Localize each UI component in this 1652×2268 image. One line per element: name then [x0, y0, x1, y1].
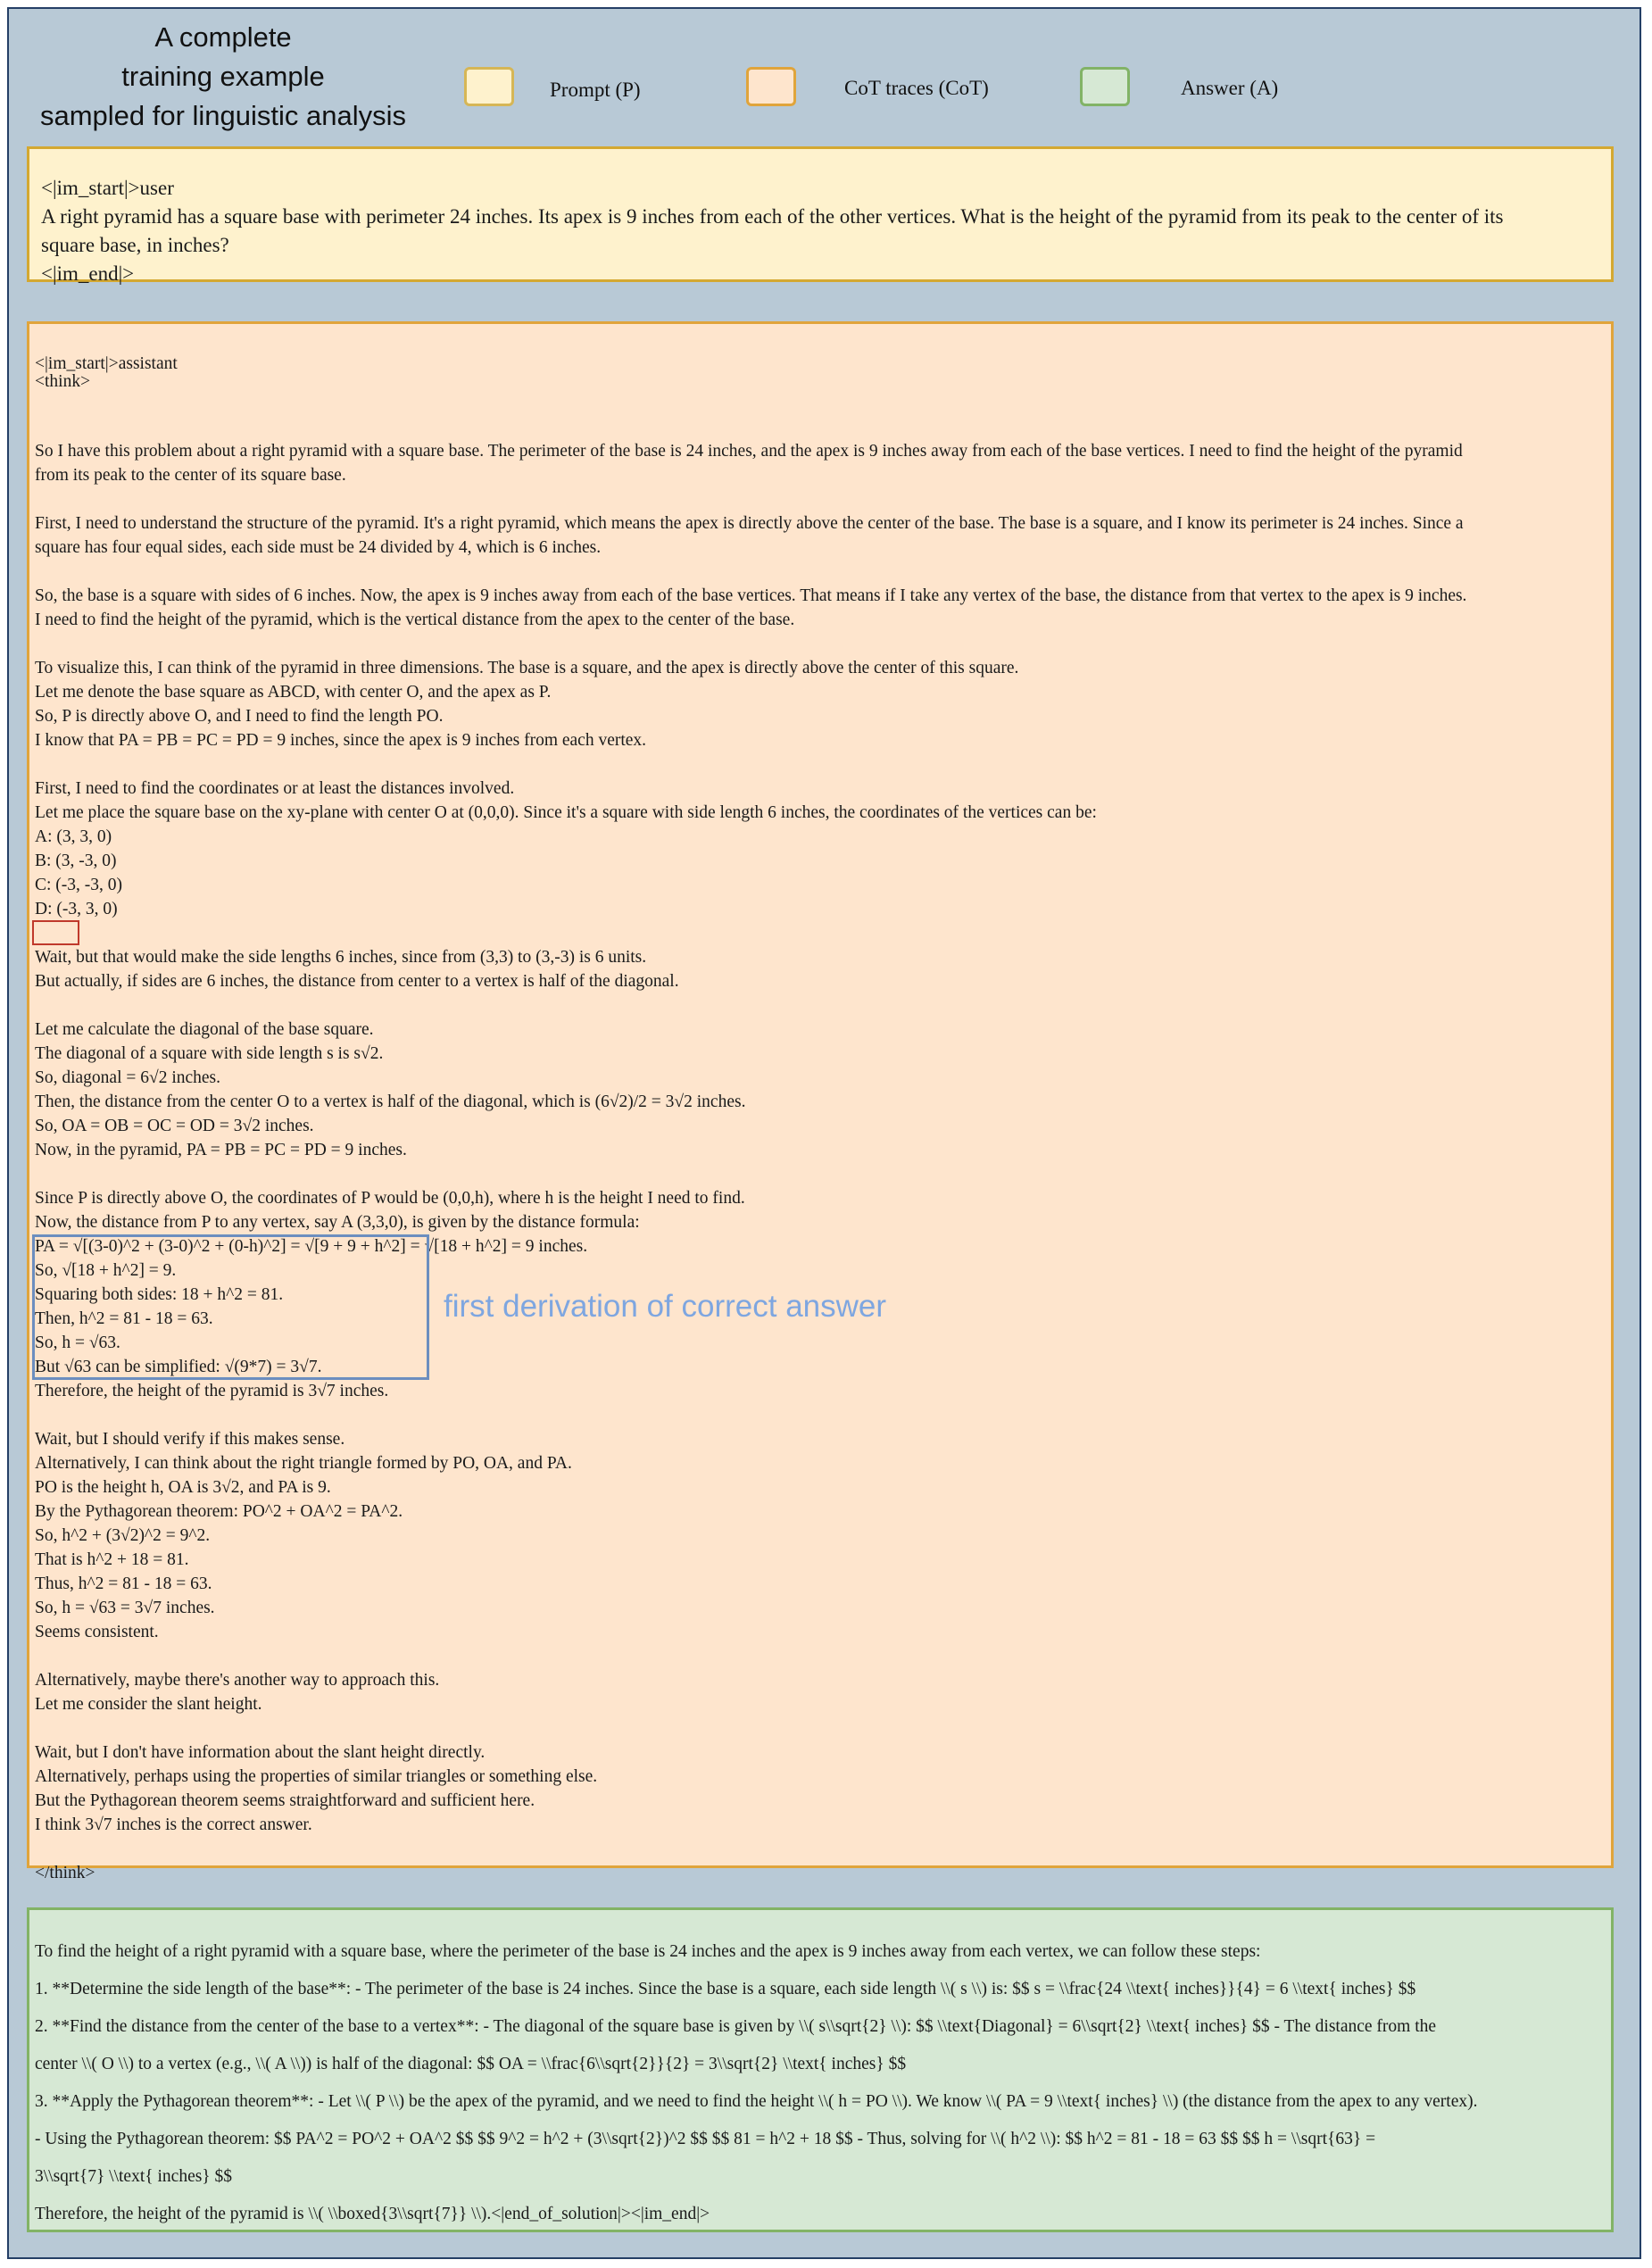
cot-line: So, the base is a square with sides of 6 inches. Now, the apex is 9 inches away from each of the base vertices. That means if I take any vertex of the base, the distance from that vertex to the apex is 9 inches.: [35, 586, 1467, 605]
cot-line: Now, the distance from P to any vertex, say A (3,3,0), is given by the distance formula:: [35, 1213, 640, 1232]
first-derivation-label: first derivation of correct answer: [444, 1289, 887, 1324]
legend-label-prompt: Prompt (P): [550, 79, 641, 101]
cot-line: Therefore, the height of the pyramid is 3√7 inches.: [35, 1382, 389, 1400]
cot-line: To visualize this, I can think of the pyramid in three dimensions. The base is a square, and the apex is directly above the center of this square.: [35, 659, 1019, 677]
cot-line: PO is the height h, OA is 3√2, and PA is 9.: [35, 1478, 331, 1497]
cot-line: Alternatively, maybe there's another way to approach this.: [35, 1671, 440, 1690]
legend-swatch-prompt: [464, 67, 514, 106]
cot-line: Then, the distance from the center O to a vertex is half of the diagonal, which is (6√2)/2 = 3√2 inches.: [35, 1092, 746, 1111]
cot-header-line: <think>: [35, 372, 91, 391]
answer-line: 3\\sqrt{7} \\text{ inches} $$: [35, 2167, 233, 2186]
figure-title: [36, 18, 411, 136]
cot-line: D: (-3, 3, 0): [35, 900, 118, 918]
cot-line: First, I need to understand the structure of the pyramid. It's a right pyramid, which means the apex is directly above the center of the base. The base is a square, and I know its perimeter is 24 inches. Since a: [35, 514, 1464, 533]
title-line: A complete: [154, 21, 292, 53]
cot-line: C: (-3, -3, 0): [35, 876, 123, 894]
cot-line: Let me calculate the diagonal of the base square.: [35, 1020, 374, 1039]
cot-line: First, I need to find the coordinates or at least the distances involved.: [35, 779, 515, 798]
cot-line: Let me denote the base square as ABCD, with center O, and the apex as P.: [35, 683, 552, 702]
answer-line: To find the height of a right pyramid with a square base, where the perimeter of the base is 24 inches and the apex is 9 inches away from each vertex, we can follow these steps:: [35, 1942, 1261, 1961]
prompt-line: <|im_end|>: [41, 262, 135, 285]
cot-line: The diagonal of a square with side length s is s√2.: [35, 1044, 384, 1063]
cot-line: So, h = √63.: [35, 1333, 120, 1352]
wait-highlight-box: [32, 920, 79, 945]
cot-line: from its peak to the center of its square base.: [35, 466, 346, 485]
cot-line: B: (3, -3, 0): [35, 852, 117, 870]
cot-line: Wait, but I don't have information about the slant height directly.: [35, 1743, 486, 1762]
cot-line: Wait, but I should verify if this makes sense.: [35, 1430, 345, 1449]
cot-line: I need to find the height of the pyramid, which is the vertical distance from the apex to the center of the base.: [35, 611, 795, 629]
cot-line: So, P is directly above O, and I need to find the length PO.: [35, 707, 444, 726]
prompt-line: <|im_start|>user: [41, 177, 174, 199]
cot-line: PA = √[(3-0)^2 + (3-0)^2 + (0-h)^2] = √[9 + 9 + h^2] = √[18 + h^2] = 9 inches.: [35, 1237, 588, 1256]
cot-line: But actually, if sides are 6 inches, the distance from center to a vertex is half of the diagonal.: [35, 972, 679, 991]
cot-line: Thus, h^2 = 81 - 18 = 63.: [35, 1574, 212, 1593]
cot-box: [27, 321, 1614, 1882]
first-derivation-highlight-box: [32, 1234, 429, 1380]
answer-line: Therefore, the height of the pyramid is \\( \\boxed{3\\sqrt{7}} \\).<|end_of_solution|><|im_end|>: [35, 2205, 710, 2223]
answer-line: 3. **Apply the Pythagorean theorem**: - Let \\( P \\) be the apex of the pyramid, and we need to find the height \\( h = PO \\). We know \\( PA = 9 \\text{ inches} \\) (the distance from the apex to any vertex).: [35, 2092, 1478, 2111]
cot-line: So, h^2 + (3√2)^2 = 9^2.: [35, 1526, 211, 1545]
answer-box: [27, 1907, 1614, 2232]
cot-line: Then, h^2 = 81 - 18 = 63.: [35, 1309, 213, 1328]
answer-line: - Using the Pythagorean theorem: $$ PA^2 = PO^2 + OA^2 $$ $$ 9^2 = h^2 + (3\\sqrt{2})^2 $$ $$ 81 = h^2 + 18 $$ - Thus, solving for \\( h^2 \\): $$ h^2 = 81 - 18 = 63 $$ $$ h = \\sqrt{63} =: [35, 2130, 1376, 2148]
prompt-line: A right pyramid has a square base with perimeter 24 inches. Its apex is 9 inches from each of the other vertices. What is the height of the pyramid from its peak to the center of its: [41, 205, 1504, 228]
title-line: training example: [121, 61, 325, 92]
cot-line: Alternatively, I can think about the right triangle formed by PO, OA, and PA.: [35, 1454, 572, 1473]
cot-line: By the Pythagorean theorem: PO^2 + OA^2 = PA^2.: [35, 1502, 403, 1521]
cot-line: Wait, but that would make the side lengths 6 inches, since from (3,3) to (3,-3) is 6 units.: [35, 948, 647, 967]
legend-swatch-answer: [1080, 67, 1130, 106]
cot-line: Since P is directly above O, the coordinates of P would be (0,0,h), where h is the height I need to find.: [35, 1189, 745, 1208]
cot-line: So, OA = OB = OC = OD = 3√2 inches.: [35, 1117, 314, 1135]
answer-line: 1. **Determine the side length of the base**: - The perimeter of the base is 24 inches. Since the base is a square, each side length \\( s \\) is: $$ s = \\frac{24 \\text{ inches}}{4} = 6 \\text{ inches} $$: [35, 1980, 1416, 1998]
answer-line: 2. **Find the distance from the center of the base to a vertex**: - The diagonal of the square base is given by \\( s\\sqrt{2} \\): $$ \\text{Diagonal} = 6\\sqrt{2} \\text{ inches} $$ - The distance from the: [35, 2017, 1437, 2036]
cot-line: That is h^2 + 18 = 81.: [35, 1550, 189, 1569]
cot-line: So, diagonal = 6√2 inches.: [35, 1068, 221, 1087]
cot-header-line: <|im_start|>assistant: [35, 354, 178, 373]
title-line: sampled for linguistic analysis: [39, 100, 407, 131]
cot-line: I think 3√7 inches is the correct answer.: [35, 1815, 312, 1834]
legend-swatch-cot: [746, 67, 796, 106]
cot-line: Let me consider the slant height.: [35, 1695, 262, 1714]
cot-line: I know that PA = PB = PC = PD = 9 inches, since the apex is 9 inches from each vertex.: [35, 731, 647, 750]
cot-line: So, h = √63 = 3√7 inches.: [35, 1599, 215, 1617]
cot-line: So, √[18 + h^2] = 9.: [35, 1261, 177, 1280]
cot-line: Seems consistent.: [35, 1623, 159, 1641]
cot-line: Alternatively, perhaps using the properties of similar triangles or something else.: [35, 1767, 598, 1786]
cot-line: But √63 can be simplified: √(9*7) = 3√7.: [35, 1358, 322, 1376]
cot-line: But the Pythagorean theorem seems straightforward and sufficient here.: [35, 1791, 535, 1810]
cot-line: So I have this problem about a right pyramid with a square base. The perimeter of the base is 24 inches, and the apex is 9 inches away from each of the base vertices. I need to find the height of the pyramid: [35, 442, 1463, 461]
cot-line: A: (3, 3, 0): [35, 827, 112, 846]
cot-line: Let me place the square base on the xy-plane with center O at (0,0,0). Since it's a square with side length 6 inches, the coordinates of the vertices can be:: [35, 803, 1097, 822]
cot-line: Now, in the pyramid, PA = PB = PC = PD = 9 inches.: [35, 1141, 407, 1159]
prompt-line: square base, in inches?: [41, 234, 229, 256]
cot-line: square has four equal sides, each side must be 24 divided by 4, which is 6 inches.: [35, 538, 602, 557]
cot-footer-line: </think>: [35, 1864, 95, 1882]
answer-line: center \\( O \\) to a vertex (e.g., \\( A \\)) is half of the diagonal: $$ OA = \\frac{6\\sqrt{2}}{2} = 3\\sqrt{2} \\text{ inches} $$: [35, 2055, 907, 2073]
prompt-box: [27, 146, 1614, 285]
cot-line: Squaring both sides: 18 + h^2 = 81.: [35, 1285, 284, 1304]
legend-label-answer: Answer (A): [1181, 77, 1279, 99]
legend-label-cot: CoT traces (CoT): [844, 77, 989, 99]
